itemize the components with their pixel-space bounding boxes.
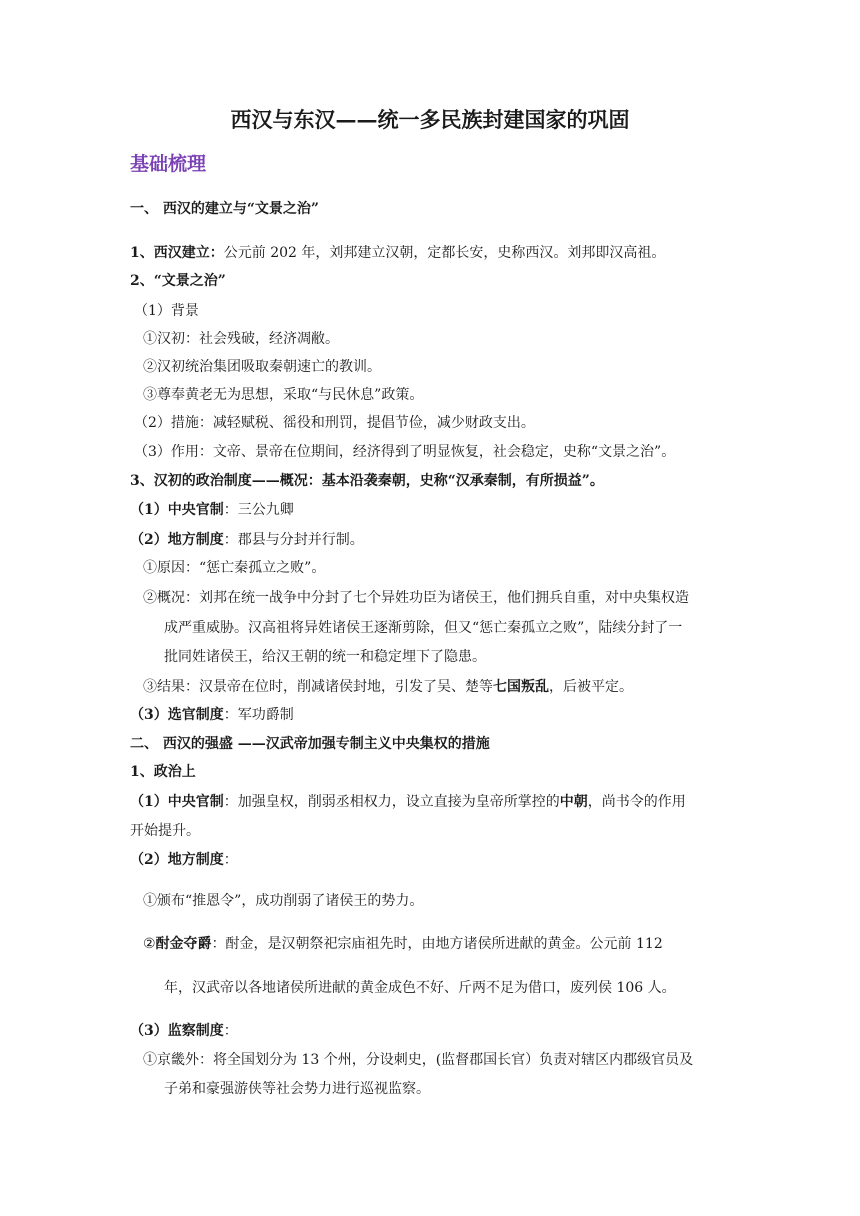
text-line <box>143 385 423 405</box>
text-line <box>143 558 325 578</box>
text-span: 成严重威胁。汉高祖将异姓诸侯王逐渐剪除，但又“惩亡秦孤立之败”，陆续分封了一 <box>164 620 683 636</box>
text-line <box>134 442 675 462</box>
text-line <box>134 413 535 433</box>
section-heading: 基础梳理 <box>130 153 207 175</box>
text-line <box>134 301 199 321</box>
text-line <box>143 329 339 349</box>
text-line <box>130 271 226 291</box>
bold-text: （3）选官制度 <box>130 707 224 723</box>
bold-text: 七国叛乱 <box>493 679 549 695</box>
text-line <box>130 705 294 725</box>
text-line <box>143 1050 693 1070</box>
text-span: ①原因：“惩亡秦孤立之败”。 <box>143 560 326 576</box>
text-line <box>130 530 364 550</box>
bold-text: 1、西汉建立： <box>130 245 224 261</box>
text-line <box>130 850 238 870</box>
text-line <box>130 821 200 841</box>
text-span: ：酎金，是汉朝祭祀宗庙祖先时，由地方诸侯所进献的黄金。公元前 112 <box>211 936 663 952</box>
text-span: ①汉初：社会残破，经济凋敝。 <box>143 331 339 347</box>
bold-text: 3、汉初的政治制度——概况：基本沿袭秦朝，史称“汉承秦制，有所损益”。 <box>130 473 604 489</box>
text-line <box>130 792 686 812</box>
document-title: 西汉与东汉——统一多民族封建国家的巩固 <box>230 107 630 132</box>
text-span: ： <box>223 1023 238 1039</box>
text-line <box>143 357 381 377</box>
text-line <box>143 891 423 911</box>
text-line <box>164 1079 430 1099</box>
text-span: ，尚书令的作用 <box>587 794 686 810</box>
text-line <box>143 934 663 954</box>
text-line <box>130 199 319 219</box>
text-span: ： <box>223 852 238 868</box>
text-line <box>143 588 689 608</box>
bold-text: 2、“文景之治” <box>130 273 226 289</box>
text-span: 年，汉武帝以各地诸侯所进献的黄金成色不好、斤两不足为借口，废列侯 106 人。 <box>164 980 676 996</box>
text-span: ①京畿外：将全国划分为 13 个州，分设刺史，(监督郡国长官）负责对辖区内郡级官员及 <box>143 1052 694 1068</box>
bold-text: （3）监察制度 <box>130 1023 224 1039</box>
text-span: ②概况：刘邦在统一战争中分封了七个异姓功臣为诸侯王，他们拥兵自重，对中央集权造 <box>143 590 689 606</box>
bold-text: 二、 西汉的强盛 ——汉武帝加强专制主义中央集权的措施 <box>130 736 490 752</box>
text-line <box>130 1021 238 1041</box>
text-line <box>143 677 633 697</box>
text-span: ，后被平定。 <box>549 679 633 695</box>
text-span: ：三公九卿 <box>223 502 294 518</box>
bold-text: （1）中央官制 <box>130 794 224 810</box>
text-span: ③尊奉黄老无为思想，采取“与民休息”政策。 <box>143 387 424 403</box>
text-line <box>164 978 676 998</box>
bold-text: （2）地方制度 <box>130 852 224 868</box>
text-span: ：郡县与分封并行制。 <box>223 532 364 548</box>
text-span: ②汉初统治集团吸取秦朝速亡的教训。 <box>143 359 381 375</box>
bold-text: 一、 西汉的建立与“文景之治” <box>130 201 319 217</box>
text-span: （3）作用：文帝、景帝在位期间，经济得到了明显恢复，社会稳定，史称“文景之治”。 <box>134 444 676 460</box>
text-span: （1）背景 <box>134 303 199 319</box>
text-line <box>130 762 196 782</box>
text-span: ：加强皇权，削弱丞相权力，设立直接为皇帝所掌控的 <box>223 794 560 810</box>
bold-text: 酎金夺爵 <box>155 936 212 952</box>
text-span: 批同姓诸侯王，给汉王朝的统一和稳定埋下了隐患。 <box>164 649 486 665</box>
text-span: （2）措施：减轻赋税、徭役和刑罚，提倡节俭，减少财政支出。 <box>134 415 535 431</box>
bold-text: （2）地方制度 <box>130 532 224 548</box>
bold-text: （1）中央官制 <box>130 502 224 518</box>
text-line <box>130 734 490 754</box>
text-span: ①颁布“推恩令”，成功削弱了诸侯王的势力。 <box>143 893 424 909</box>
text-span: ：军功爵制 <box>223 707 294 723</box>
text-line <box>164 647 486 667</box>
text-line <box>130 471 604 491</box>
text-span: ② <box>143 936 156 952</box>
text-span: 开始提升。 <box>130 823 200 839</box>
text-span: 公元前 202 年，刘邦建立汉朝，定都长安，史称西汉。刘邦即汉高祖。 <box>223 245 666 261</box>
text-line <box>130 243 665 263</box>
text-line <box>130 500 294 520</box>
bold-text: 中朝 <box>559 794 588 810</box>
bold-text: 1、政治上 <box>130 764 196 780</box>
text-span: ③结果：汉景帝在位时，削减诸侯封地，引发了吴、楚等 <box>143 679 493 695</box>
text-line <box>164 618 682 638</box>
text-span: 子弟和豪强游侠等社会势力进行巡视监察。 <box>164 1081 430 1097</box>
